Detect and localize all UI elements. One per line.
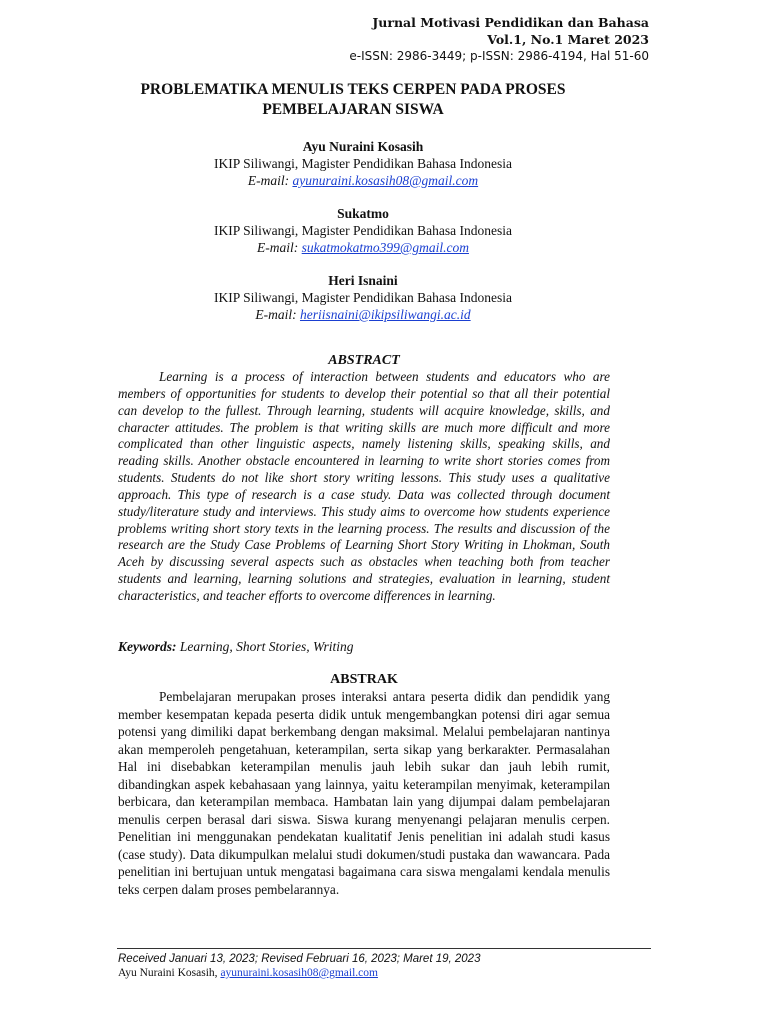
footer-author-email-link[interactable]: ayunuraini.kosasih08@gmail.com xyxy=(220,967,378,979)
email-label: E-mail: xyxy=(255,307,297,322)
author-affiliation: IKIP Siliwangi, Magister Pendidikan Bahasa Indonesia xyxy=(214,223,512,238)
author-block xyxy=(117,205,609,256)
abstract-text: Learning is a process of interaction between students and educators who are members of opportunities for students to develop their potential so that all their potential can develop to the fullest. Through learning, students will acquire knowledge, skills, and character attitudes. The problem is that writing skills are much more difficult and more complicated than other linguistic aspects, namely listening skills, speaking skills, and reading skills. Another obstacle encountered in learning to write short stories comes from students. Students do not like short story writing lessons. This study uses a qualitative approach. This type of research is a case study. Data was collected through document study/literature study and interviews. This study aims to overcome how students experience problems writing short story texts in the learning process. The results and discussion of the research are the Study Case Problems of Learning Short Story Writing in Lhokman, South Aceh by discussing several aspects such as obstacles when teaching both from teacher students and learning, learning solutions and strategies, evaluation in learning, student characteristics, and teacher efforts to overcome differences in learning. xyxy=(118,369,610,603)
author-affiliation: IKIP Siliwangi, Magister Pendidikan Bahasa Indonesia xyxy=(214,156,512,171)
author-name: Heri Isnaini xyxy=(328,273,398,288)
author-email-line xyxy=(117,239,609,256)
email-label: E-mail: xyxy=(247,173,290,188)
author-email-link[interactable]: heriisnaini@ikipsiliwangi.ac.id xyxy=(299,307,471,322)
author-list xyxy=(117,138,609,339)
footer-author-name: Ayu Nuraini Kosasih, xyxy=(118,967,218,979)
keywords xyxy=(118,638,610,655)
author-affiliation: IKIP Siliwangi, Magister Pendidikan Bahasa Indonesia xyxy=(214,290,512,305)
journal-issn: e-ISSN: 2986-3449; p-ISSN: 2986-4194, Hal 51-60 xyxy=(349,49,649,63)
author-name: Ayu Nuraini Kosasih xyxy=(302,139,424,154)
author-email-line xyxy=(117,172,609,189)
author-block xyxy=(117,138,609,189)
abstrak-heading: ABSTRAK xyxy=(330,672,398,687)
footer-author xyxy=(118,966,658,980)
paper-title xyxy=(110,80,596,120)
journal-name: Jurnal Motivasi Pendidikan dan Bahasa xyxy=(372,15,649,30)
paper-title-line-2: PEMBELAJARAN SISWA xyxy=(262,101,444,118)
author-email-link[interactable]: sukatmokatmo399@gmail.com xyxy=(301,240,469,255)
received-dates: Received Januari 13, 2023; Revised Februari 16, 2023; Maret 19, 2023 xyxy=(118,953,481,965)
abstract-heading: ABSTRACT xyxy=(328,353,400,368)
abstract-section xyxy=(118,352,610,605)
page-footer xyxy=(118,952,658,980)
author-name: Sukatmo xyxy=(337,206,389,221)
paper-title-line-1: PROBLEMATIKA MENULIS TEKS CERPEN PADA PROSES xyxy=(140,81,566,98)
keywords-label: Keywords: xyxy=(118,639,177,654)
abstrak-text: Pembelajaran merupakan proses interaksi antara peserta didik dan pendidik yang member kesempatan kepada peserta didik untuk mengembangkan potensi diri agar semua potensi yang dimiliki dapat berkembang dengan maksimal. Melalui pembelajaran nantinya akan memperoleh pengetahuan, keterampilan, serta sikap yang berkarakter. Permasalahan Hal ini disebabkan keterampilan menulis jauh lebih sukar dan jauh lebih rumit, dibandingkan aspek kebahasaan yang lainnya, yaitu keterampilan menyimak, keterampilan berbicara, dan keterampilan membaca. Hambatan lain yang dijumpai dalam pembelajaran menulis cerpen berasal dari siswa. Siswa kurang menyenangi pelajaran menulis cerpen. Penelitian ini menggunakan pendekatan kualitatif Jenis penelitian ini adalah studi kasus (case study). Data dikumpulkan melalui studi dokumen/studi pustaka dan wawancara. Pada penelitian ini bertujuan untuk mengatasi bagaimana cara siswa mengalami kendala menulis teks cerpen dalam proses pembelarannya. xyxy=(118,689,610,897)
keywords-value: Learning, Short Stories, Writing xyxy=(179,639,354,654)
author-email-line xyxy=(117,306,609,323)
journal-header xyxy=(229,14,649,65)
email-label: E-mail: xyxy=(257,240,299,255)
journal-volume: Vol.1, No.1 Maret 2023 xyxy=(487,32,649,47)
footer-divider xyxy=(117,948,651,949)
author-block xyxy=(117,272,609,323)
abstrak-section xyxy=(118,671,610,898)
author-email-link[interactable]: ayunuraini.kosasih08@gmail.com xyxy=(292,173,479,188)
